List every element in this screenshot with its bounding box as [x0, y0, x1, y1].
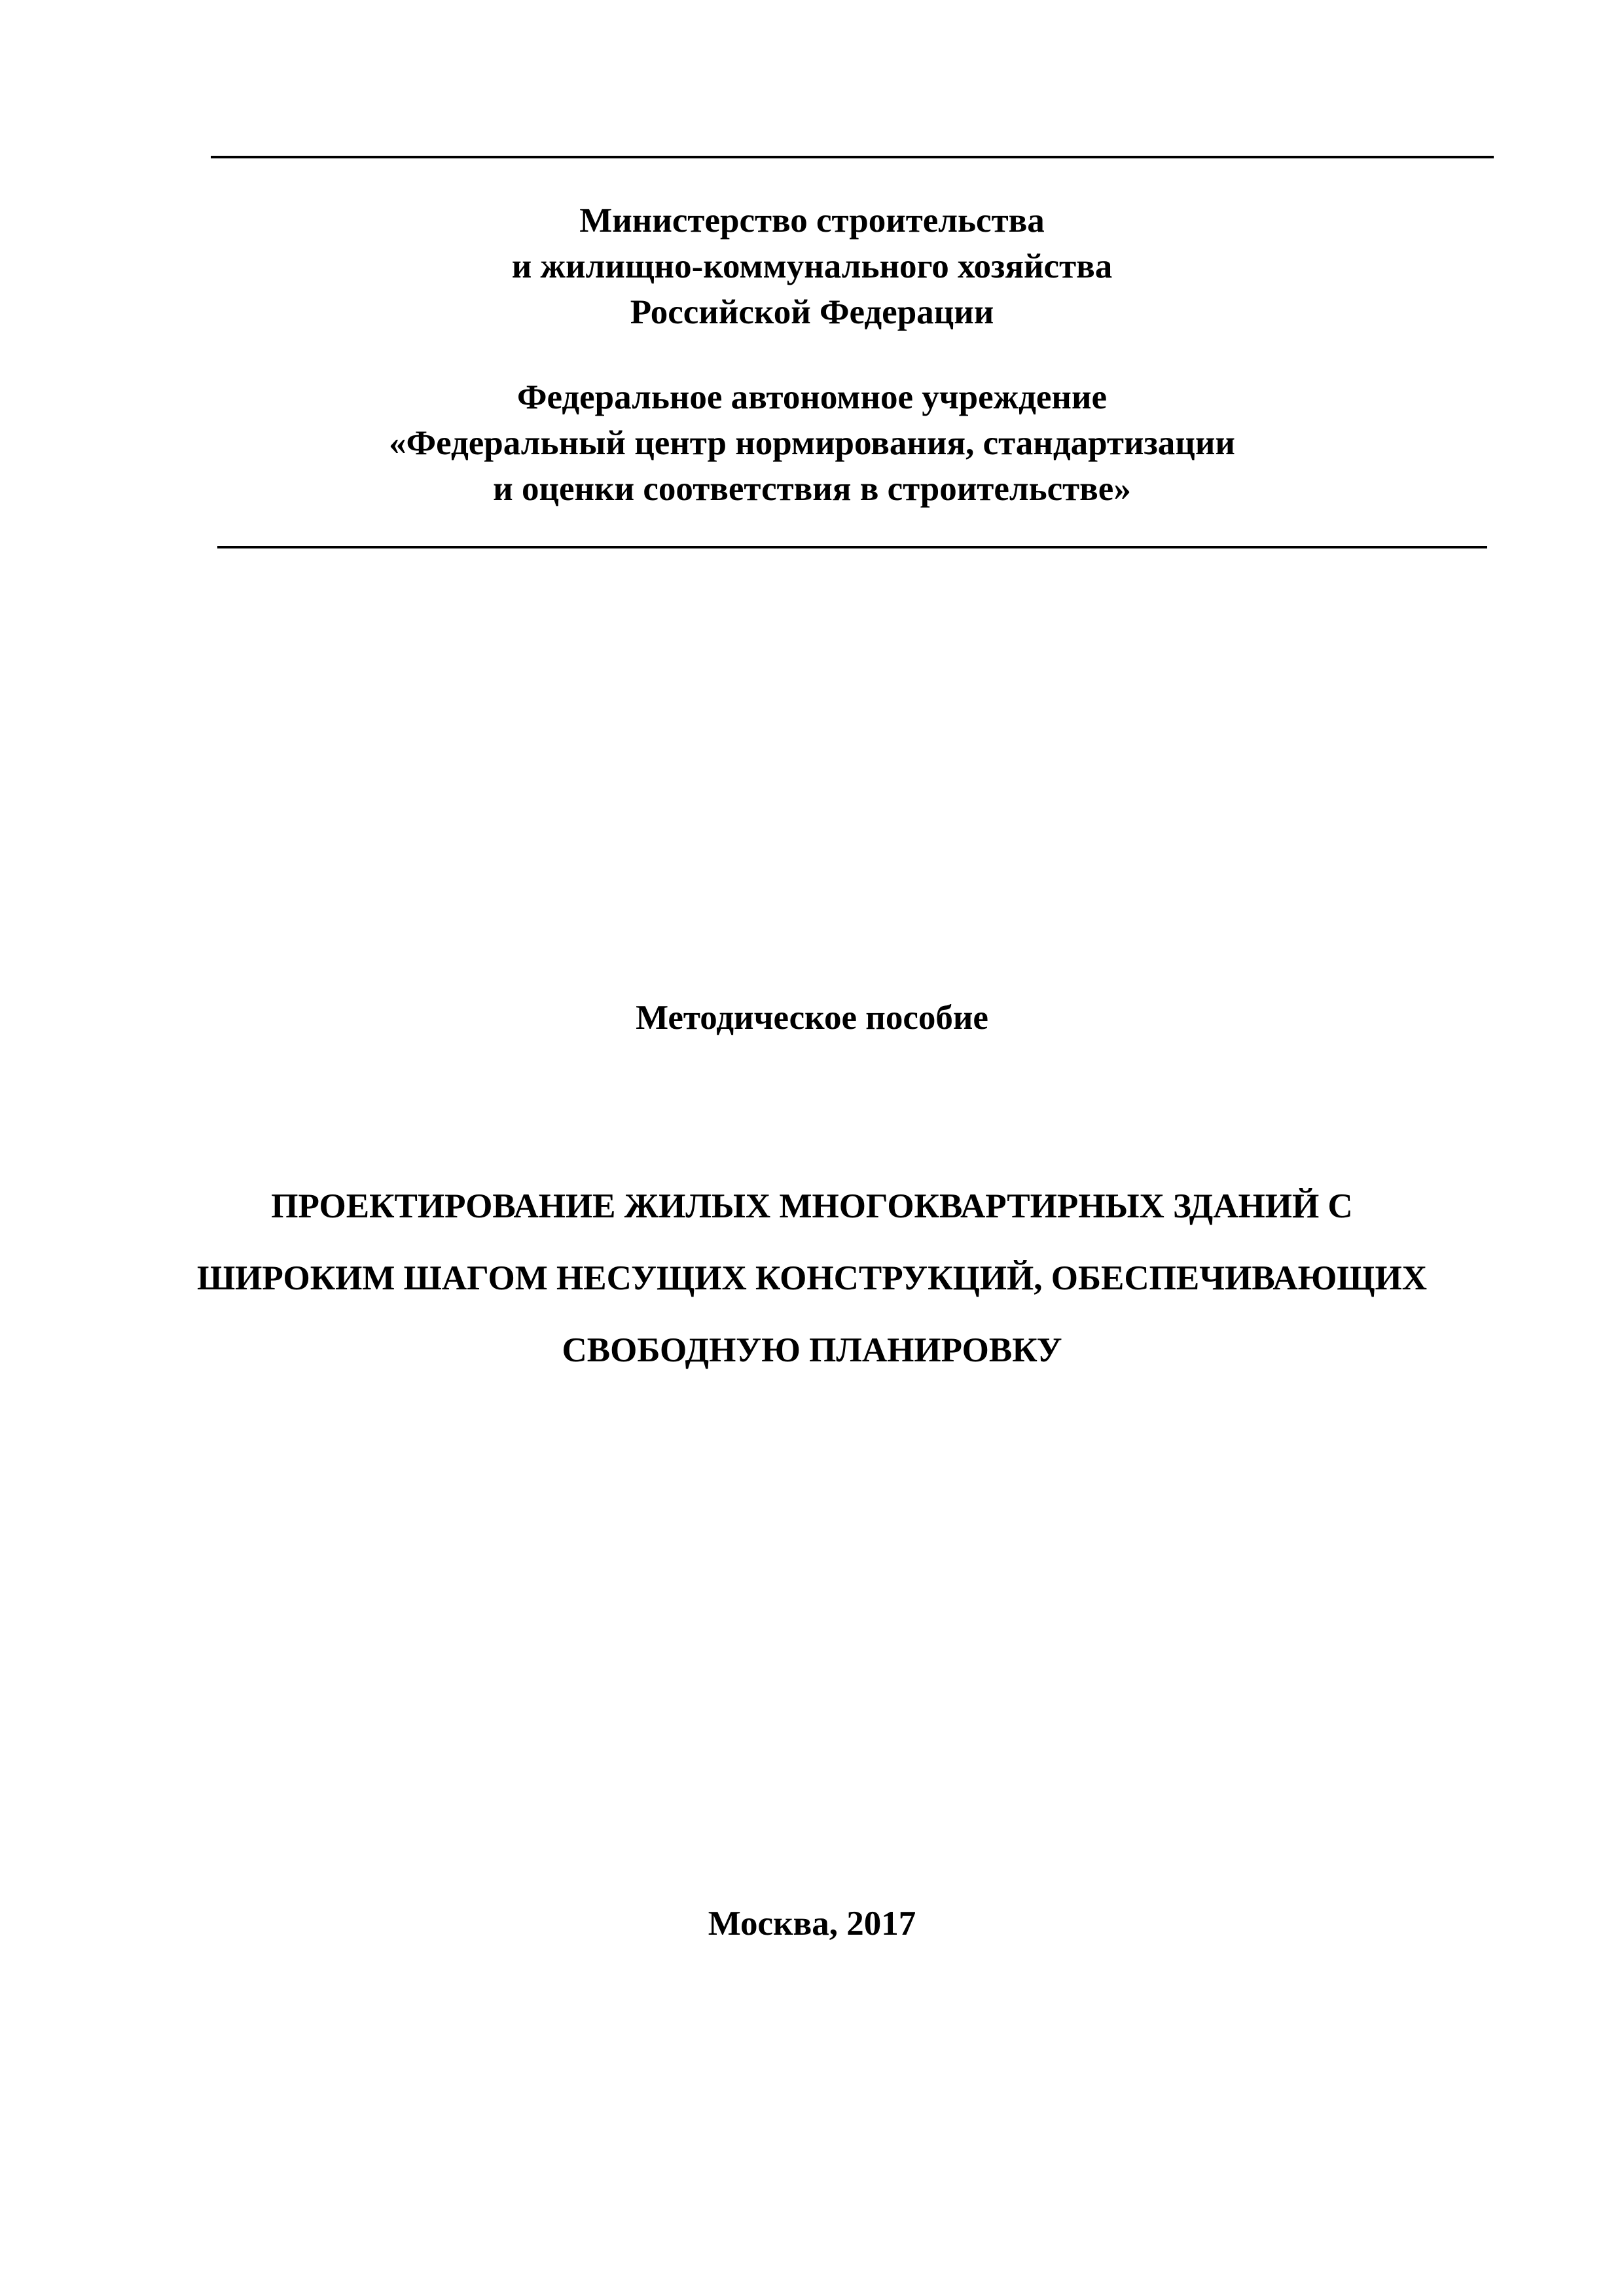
ministry-name	[0, 198, 1624, 335]
title-line-3: СВОБОДНУЮ ПЛАНИРОВКУ	[562, 1331, 1062, 1369]
document-type-label: Методическое пособие	[636, 999, 988, 1037]
institution-line-1: Федеральное автономное учреждение	[516, 378, 1108, 416]
ministry-line-3: Российской Федерации	[630, 293, 994, 331]
ministry-line-1: Министерство строительства	[579, 202, 1045, 240]
title-line-1: ПРОЕКТИРОВАНИЕ ЖИЛЫХ МНОГОКВАРТИРНЫХ ЗДАНИЙ С	[271, 1187, 1353, 1225]
publication-place-year	[0, 1901, 1624, 1946]
title-line-2: ШИРОКИМ ШАГОМ НЕСУЩИХ КОНСТРУКЦИЙ, ОБЕСПЕЧИВАЮЩИХ	[196, 1259, 1427, 1297]
ministry-line-2: и жилищно-коммунального хозяйства	[511, 247, 1113, 285]
top-divider	[211, 156, 1494, 158]
bottom-divider	[217, 546, 1487, 548]
institution-name	[0, 374, 1624, 512]
document-type	[0, 995, 1624, 1041]
document-title	[0, 1170, 1624, 1386]
place-year-text: Москва, 2017	[708, 1905, 916, 1943]
institution-line-2: «Федеральный центр нормирования, стандартизации	[389, 424, 1235, 462]
institution-line-3: и оценки соответствия в строительстве»	[493, 470, 1131, 508]
